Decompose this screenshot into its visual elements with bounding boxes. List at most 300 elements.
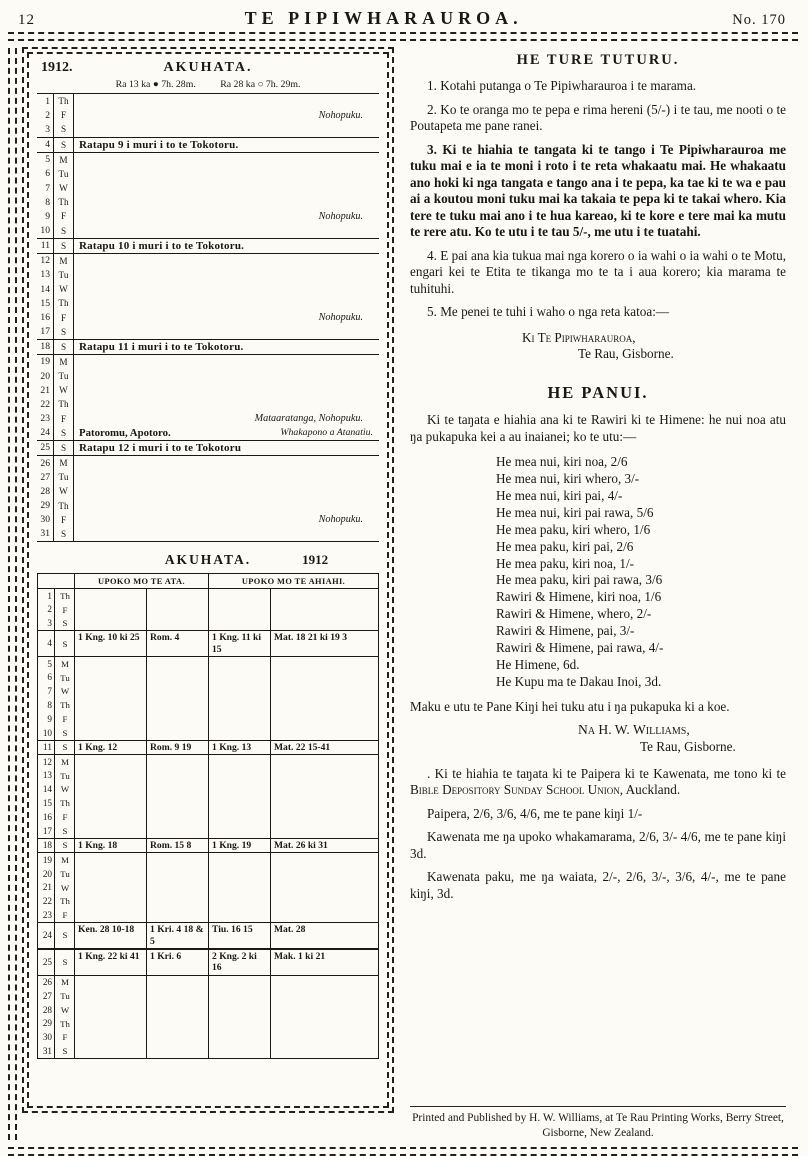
- price-item: He Kupu ma te Ŋakau Inoi, 3d.: [496, 673, 662, 689]
- price-item: He mea nui, kiri pai rawa, 5/6: [496, 504, 654, 520]
- scripture-reading: [147, 810, 209, 824]
- lectionary-header-blank: [38, 574, 75, 588]
- day-entry: [74, 254, 379, 268]
- lectionary-day-row: [38, 657, 378, 671]
- imprint: [410, 1102, 786, 1141]
- scripture-reading: [147, 824, 209, 838]
- scripture-reading: [75, 755, 147, 769]
- scripture-reading: [271, 989, 378, 1003]
- lectionary-day-row: [38, 698, 378, 712]
- almanac-day-row: [37, 470, 379, 484]
- day-letter: Th: [55, 797, 75, 811]
- day-number: 27: [37, 470, 54, 484]
- scripture-reading: [147, 617, 209, 631]
- day-letter: S: [54, 325, 74, 339]
- scripture-reading: [75, 685, 147, 699]
- day-letter: M: [55, 853, 75, 867]
- masthead-title: TE PIPIWHARAUROA.: [244, 8, 523, 28]
- scripture-reading: [271, 617, 378, 631]
- day-number: 20: [37, 369, 54, 383]
- scripture-reading: [75, 853, 147, 867]
- day-number: 28: [38, 1003, 55, 1017]
- day-letter: F: [54, 209, 74, 223]
- scripture-reading: [147, 989, 209, 1003]
- fast-day-entry: Nohopuku.: [318, 109, 363, 121]
- day-letter: Tu: [54, 167, 74, 181]
- day-letter: S: [55, 1044, 75, 1058]
- almanac-day-row: [37, 122, 379, 136]
- day-letter: Th: [55, 1017, 75, 1031]
- day-number: 14: [37, 282, 54, 296]
- day-number: 6: [37, 167, 54, 181]
- day-number: 25: [37, 441, 54, 455]
- scripture-reading: [147, 755, 209, 769]
- scripture-reading: [271, 755, 378, 769]
- lectionary-day-row: [38, 922, 378, 949]
- day-letter: S: [55, 839, 75, 852]
- page-number: 12: [18, 12, 35, 28]
- scripture-reading: [75, 671, 147, 685]
- scripture-reading: [209, 810, 271, 824]
- scripture-reading: [75, 589, 147, 603]
- rule-paragraph: 4. E pai ana kia tukua mai nga korero o ia wahi o ia wahi o te Motu, engari kei te Etita te tikanga mo te ta i aua korero; kia marama te tuhituhi.: [410, 247, 786, 296]
- scripture-reading: [209, 726, 271, 740]
- scripture-reading: [271, 1003, 378, 1017]
- scripture-reading: 1 Kri. 6: [147, 950, 209, 975]
- almanac-day-row: [37, 426, 379, 440]
- scripture-reading: [147, 1003, 209, 1017]
- day-number: 10: [38, 726, 55, 740]
- scripture-reading: [271, 726, 378, 740]
- scripture-reading: [209, 797, 271, 811]
- day-letter: Th: [54, 499, 74, 513]
- day-entry: [74, 296, 379, 310]
- day-letter: Th: [55, 589, 75, 603]
- day-entry: [74, 122, 379, 136]
- day-letter: F: [54, 108, 74, 122]
- almanac-day-row: [37, 383, 379, 397]
- rule-paragraph: 3. Ki te hiahia te tangata ki te tango i Te Pipiwharauroa me tuku mai e ia te moni i roto i te reta whakaatu mai. He whakaatu ano hoki ki nga tangata e tango ana i te pepa, ka tae ki te wa e pau ai a koutou moni tuku mai ka takaia te pepa ki te takai whero. Kia tere te tuku mai ano i te hua kareao, ki te kore e tere mai ka mutu te rere atu. Ko te utu i te tau 5/-, me utu i te tuatahi.: [410, 141, 786, 240]
- lectionary-day-row: [38, 853, 378, 867]
- scripture-reading: Mak. 1 ki 21: [274, 950, 326, 962]
- day-letter: F: [55, 712, 75, 726]
- sunday-entry: Ratapu 12 i muri i to te Tokotoru: [79, 441, 242, 454]
- day-number: 22: [37, 397, 54, 411]
- scripture-reading: Rom. 9 19: [147, 741, 209, 754]
- price-item: Rawiri & Himene, pai, 3/-: [496, 623, 635, 639]
- day-letter: S: [55, 726, 75, 740]
- day-number: 27: [38, 989, 55, 1003]
- day-letter: W: [54, 282, 74, 296]
- bible-note-text-end: , Auckland.: [619, 782, 681, 798]
- lectionary-day-row: [38, 881, 378, 895]
- lectionary-day-row: [38, 712, 378, 726]
- almanac-day-row: [37, 310, 379, 324]
- scripture-reading: [271, 895, 378, 909]
- day-number: 23: [37, 412, 54, 426]
- scripture-reading: [147, 976, 209, 990]
- scripture-reading: [75, 895, 147, 909]
- scripture-reading: [75, 617, 147, 631]
- day-letter: F: [54, 310, 74, 324]
- decorative-rule-bottom: [8, 1147, 798, 1156]
- scripture-reading: [271, 824, 378, 838]
- postal-address: [410, 330, 786, 363]
- scripture-reading: [271, 589, 378, 603]
- lectionary-day-row: [38, 685, 378, 699]
- scripture-reading: [75, 867, 147, 881]
- scripture-reading: [147, 881, 209, 895]
- scripture-reading: [75, 797, 147, 811]
- scripture-reading: [271, 976, 378, 990]
- day-letter: Th: [54, 94, 74, 108]
- fast-day-entry: Mataaratanga, Nohopuku.: [254, 413, 363, 425]
- day-number: 7: [38, 685, 55, 699]
- day-entry: [74, 325, 379, 339]
- lectionary-column-headers: [38, 574, 378, 589]
- day-entry: [74, 224, 379, 238]
- day-number: 30: [38, 1031, 55, 1045]
- almanac-day-row: [37, 167, 379, 181]
- scripture-reading: [209, 989, 271, 1003]
- day-letter: Th: [54, 195, 74, 209]
- day-letter: Th: [55, 698, 75, 712]
- day-entry: [74, 268, 379, 282]
- address-line-1: Ki Te Pipiwharauroa,: [522, 329, 636, 345]
- day-entry: [74, 94, 379, 108]
- rule-paragraph: 1. Kotahi putanga o Te Pipiwharauroa i te marama.: [427, 78, 697, 94]
- day-letter: Th: [55, 895, 75, 909]
- lectionary-day-row: [38, 797, 378, 811]
- day-number: 29: [38, 1017, 55, 1031]
- day-letter: F: [55, 908, 75, 922]
- scripture-reading: [209, 783, 271, 797]
- scripture-reading: [75, 783, 147, 797]
- day-letter: Tu: [55, 769, 75, 783]
- full-moon-time: Ra 28 ka ○ 7h. 29m.: [220, 79, 301, 90]
- lectionary-month: AKUHATA.: [164, 552, 252, 568]
- fast-day-entry: Nohopuku.: [318, 514, 363, 526]
- decorative-rule-left: [8, 48, 17, 1140]
- imprint-rule: [410, 1106, 786, 1107]
- day-letter: F: [55, 603, 75, 617]
- almanac-box: [22, 47, 394, 1113]
- scripture-reading: [147, 783, 209, 797]
- scripture-reading: 1 Kri. 4 18 & 5: [147, 923, 209, 948]
- panui-article-title: HE PANUI.: [547, 382, 649, 402]
- scripture-reading: [209, 1044, 271, 1058]
- day-letter: S: [54, 441, 74, 455]
- almanac-table: [37, 93, 379, 542]
- day-entry: [74, 181, 379, 195]
- day-number: 21: [37, 383, 54, 397]
- day-number: 13: [37, 268, 54, 282]
- scripture-reading: [271, 797, 378, 811]
- scripture-reading: [147, 589, 209, 603]
- signature-place: Te Rau, Gisborne.: [640, 739, 736, 755]
- day-number: 12: [38, 755, 55, 769]
- scripture-reading: [147, 895, 209, 909]
- scripture-reading: 1 Kng. 10 ki 25: [75, 631, 147, 656]
- scripture-reading: [209, 895, 271, 909]
- scripture-reading: Mat. 26 ki 31: [274, 839, 328, 851]
- day-number: 2: [37, 108, 54, 122]
- almanac-day-row: [37, 108, 379, 122]
- almanac-day-row: [37, 325, 379, 339]
- day-number: 24: [38, 923, 55, 948]
- scripture-reading: [209, 824, 271, 838]
- signature-name: Na H. W. Williams,: [578, 722, 690, 738]
- day-letter: F: [54, 513, 74, 527]
- day-number: 31: [37, 527, 54, 541]
- price-item: Rawiri & Himene, kiri noa, 1/6: [496, 589, 662, 605]
- scripture-reading: Tiu. 16 15: [209, 923, 271, 948]
- day-entry: [74, 282, 379, 296]
- scripture-reading: 1 Kng. 19: [209, 839, 271, 852]
- scripture-reading: [209, 908, 271, 922]
- scripture-reading: [147, 853, 209, 867]
- day-number: 25: [38, 950, 55, 975]
- almanac-day-row: [37, 484, 379, 498]
- almanac-day-row: [37, 527, 379, 541]
- day-number: 7: [37, 181, 54, 195]
- scripture-reading: [147, 797, 209, 811]
- lectionary-day-row: [38, 989, 378, 1003]
- almanac-day-row: [37, 137, 379, 153]
- day-number: 6: [38, 671, 55, 685]
- lectionary-day-row: [38, 755, 378, 769]
- day-number: 18: [38, 839, 55, 852]
- scripture-reading: [147, 1031, 209, 1045]
- scripture-reading: [271, 1031, 378, 1045]
- almanac-year: 1912.: [41, 60, 73, 75]
- day-letter: Th: [54, 296, 74, 310]
- day-number: 19: [37, 355, 54, 369]
- day-letter: S: [54, 239, 74, 253]
- day-number: 8: [38, 698, 55, 712]
- scripture-reading: [147, 1044, 209, 1058]
- scripture-reading: Mat. 28: [274, 924, 306, 936]
- sunday-entry: Ratapu 10 i muri i to te Tokotoru.: [79, 239, 245, 252]
- scripture-reading: [147, 726, 209, 740]
- day-letter: S: [55, 950, 75, 975]
- day-letter: Tu: [55, 989, 75, 1003]
- day-letter: Tu: [54, 268, 74, 282]
- postage-note: Maku e utu te Pane Kiŋi hei tuku atu i ŋa pukapuka ki a koe.: [410, 698, 730, 714]
- day-number: 24: [37, 426, 54, 440]
- address-line-2: Te Rau, Gisborne.: [578, 346, 674, 362]
- day-number: 9: [38, 712, 55, 726]
- day-entry: [74, 369, 379, 383]
- price-item: He mea paku, kiri pai, 2/6: [496, 538, 634, 554]
- price-item: He Himene, 6d.: [496, 656, 580, 672]
- scripture-reading: [75, 908, 147, 922]
- scripture-reading: [147, 657, 209, 671]
- lectionary-day-row: [38, 949, 378, 976]
- almanac-day-row: [37, 513, 379, 527]
- scripture-reading: 1 Kng. 18: [75, 839, 147, 852]
- almanac-column: [22, 45, 394, 1143]
- lectionary-day-row: [38, 589, 378, 603]
- lectionary-day-row: [38, 630, 378, 657]
- lectionary-day-row: [38, 726, 378, 740]
- day-letter: F: [54, 412, 74, 426]
- day-letter: M: [55, 976, 75, 990]
- day-letter: Tu: [55, 867, 75, 881]
- scripture-reading: [75, 1017, 147, 1031]
- scripture-reading: [271, 881, 378, 895]
- scripture-reading: Rom. 4: [147, 631, 209, 656]
- almanac-day-row: [37, 296, 379, 310]
- lectionary-day-row: [38, 810, 378, 824]
- day-number: 28: [37, 484, 54, 498]
- almanac-day-row: [37, 268, 379, 282]
- fast-day-entry: Nohopuku.: [318, 210, 363, 222]
- day-number: 8: [37, 195, 54, 209]
- scripture-reading: [209, 881, 271, 895]
- scripture-reading: [75, 824, 147, 838]
- day-entry: [74, 484, 379, 498]
- day-number: 31: [38, 1044, 55, 1058]
- signature-block: [410, 722, 786, 755]
- scripture-reading: [209, 867, 271, 881]
- day-letter: M: [54, 153, 74, 167]
- price-list: [496, 454, 786, 690]
- scripture-reading: 1 Kng. 11 ki 15: [209, 631, 271, 656]
- rule-paragraph: 5. Me penei te tuhi i waho o nga reta katoa:—: [427, 304, 670, 320]
- scripture-reading: [209, 1003, 271, 1017]
- lectionary-day-row: [38, 783, 378, 797]
- day-number: 11: [38, 741, 55, 754]
- day-letter: Th: [54, 397, 74, 411]
- sunday-entry: Ratapu 11 i muri i to te Tokotoru.: [79, 340, 244, 353]
- day-entry: [74, 499, 379, 513]
- scripture-reading: [75, 1044, 147, 1058]
- day-letter: F: [55, 810, 75, 824]
- day-number: 4: [37, 138, 54, 152]
- almanac-day-row: [37, 339, 379, 355]
- moon-phase-line: [37, 79, 379, 90]
- lectionary-day-row: [38, 1044, 378, 1058]
- almanac-day-row: [37, 209, 379, 223]
- lectionary-day-row: [38, 1017, 378, 1031]
- day-number: 9: [37, 209, 54, 223]
- scripture-reading: [147, 712, 209, 726]
- day-number: 30: [37, 513, 54, 527]
- lectionary-day-row: [38, 908, 378, 922]
- day-number: 15: [38, 797, 55, 811]
- lectionary-day-row: [38, 895, 378, 909]
- day-letter: S: [55, 617, 75, 631]
- day-number: 26: [37, 456, 54, 470]
- price-item: Rawiri & Himene, whero, 2/-: [496, 606, 652, 622]
- day-letter: W: [55, 783, 75, 797]
- almanac-day-row: [37, 282, 379, 296]
- scripture-reading: [271, 1017, 378, 1031]
- scripture-reading: [271, 698, 378, 712]
- day-letter: W: [55, 685, 75, 699]
- feast-day-entry: Patoromu, Apotoro. Whakapono a Atanatiu.: [79, 426, 373, 439]
- scripture-reading: [75, 769, 147, 783]
- day-letter: S: [54, 122, 74, 136]
- scripture-reading: [209, 589, 271, 603]
- scripture-reading: [147, 908, 209, 922]
- bible-note: [410, 766, 786, 799]
- scripture-reading: Ken. 28 10-18: [75, 923, 147, 948]
- price-item: He mea paku, kiri pai rawa, 3/6: [496, 572, 663, 588]
- scripture-reading: [75, 712, 147, 726]
- day-entry: [74, 527, 379, 541]
- scripture-reading: [75, 976, 147, 990]
- lectionary-day-row: [38, 838, 378, 853]
- almanac-day-row: [37, 499, 379, 513]
- day-number: 1: [37, 94, 54, 108]
- scripture-reading: [209, 755, 271, 769]
- scripture-reading: [147, 603, 209, 617]
- fast-day-entry: Nohopuku.: [318, 312, 363, 324]
- scripture-reading: [75, 810, 147, 824]
- scripture-reading: Mat. 18 21 ki 19 3: [274, 632, 348, 644]
- scripture-reading: [209, 685, 271, 699]
- scripture-reading: [75, 881, 147, 895]
- almanac-day-row: [37, 238, 379, 254]
- scripture-reading: [147, 1017, 209, 1031]
- almanac-box-inner: [27, 52, 389, 1108]
- scripture-reading: [75, 1003, 147, 1017]
- day-number: 3: [37, 122, 54, 136]
- scripture-reading: [75, 1031, 147, 1045]
- scripture-reading: 2 Kng. 2 ki 16: [209, 950, 271, 975]
- day-letter: W: [54, 181, 74, 195]
- day-number: 4: [38, 631, 55, 656]
- scripture-reading: [271, 853, 378, 867]
- scripture-reading: [209, 1017, 271, 1031]
- day-number: 29: [37, 499, 54, 513]
- almanac-day-row: [37, 412, 379, 426]
- sunday-entry: Ratapu 9 i muri i to te Tokotoru.: [79, 138, 239, 151]
- day-letter: W: [55, 1003, 75, 1017]
- day-number: 2: [38, 603, 55, 617]
- day-letter: W: [55, 881, 75, 895]
- day-entry: [74, 470, 379, 484]
- price-item: He mea paku, kiri whero, 1/6: [496, 521, 651, 537]
- day-number: 13: [38, 769, 55, 783]
- scripture-reading: [271, 867, 378, 881]
- article-column: [394, 45, 798, 1143]
- day-letter: M: [55, 755, 75, 769]
- scripture-reading: [147, 671, 209, 685]
- day-letter: S: [54, 224, 74, 238]
- day-entry: [74, 456, 379, 470]
- scripture-reading: [75, 726, 147, 740]
- lectionary-morning-header: UPOKO MO TE ATA.: [75, 574, 209, 588]
- scripture-reading: [147, 867, 209, 881]
- rule-paragraph: 2. Ko te oranga mo te pepa e rima hereni (5/-) i te tau, me nooti o te Poutapeta me pane ranei.: [410, 101, 786, 134]
- scripture-reading: [209, 853, 271, 867]
- imprint-text: Printed and Published by H. W. Williams, at Te Rau Printing Works, Berry Street, Gisborne, New Zealand.: [412, 1112, 784, 1140]
- lectionary-year: 1912: [302, 552, 329, 568]
- scripture-reading: 1 Kng. 12: [75, 741, 147, 754]
- almanac-day-row: [37, 397, 379, 411]
- day-number: 17: [38, 824, 55, 838]
- bible-price-paragraph: Kawenata me ŋa upoko whakamarama, 2/6, 3/- 4/6, me te pane kiŋi 3d.: [410, 829, 786, 861]
- lectionary-table: [37, 573, 379, 1059]
- scripture-reading: [75, 603, 147, 617]
- day-number: 18: [37, 340, 54, 354]
- day-letter: M: [54, 456, 74, 470]
- day-number: 26: [38, 976, 55, 990]
- scripture-reading: [209, 769, 271, 783]
